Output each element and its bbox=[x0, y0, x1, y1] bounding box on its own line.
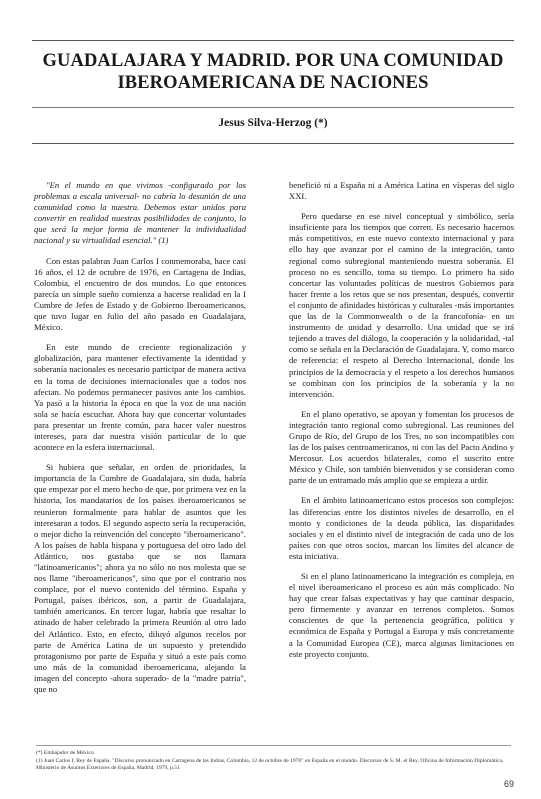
article-title: GUADALAJARA Y MADRID. POR UNA COMUNIDAD IBEROAMERICANA DE NACIONES bbox=[42, 51, 504, 93]
paragraph: Si hubiera que señalar, en orden de prioridades, la importancia de la Cumbre de Guadalajara, sin duda, habría que empezar por el mero hecho de que, por primera vez en la historia, los mandatarios de los países iberoamericanos se reunieron formalmente para hablar de asuntos que les interesaran a todos. El segundo aspecto sería la recuperación, o mejor dicho la reinvención del concepto "iberoamericano". A los países de habla hispana y portuguesa del otro lado del Atlántico, nos gustaba que se nos llamara "latinoamericanos"; ahora ya no sólo no nos molesta que se nos llame "iberoamericanos", sino que por el contrario nos complace, por el nuevo contenido del término. España y Portugal, países ibéricos, son, a partir de Guadalajara, también americanos. En tercer lugar, habría que resaltar lo atinado de haber celebrado la primera Reunión al otro lado del Atlántico. Esto, en efecto, diluyó algunos recelos por parte de América Latina de un supuesto y pretendido protagonismo por parte de España y situó a este país como uno más de la comunidad iberoamericana, alejando la imagen del concepto -ahora superado- de la "madre patria", que no bbox=[34, 462, 246, 695]
footnote-rule bbox=[36, 745, 511, 746]
left-column bbox=[34, 180, 246, 704]
footnotes bbox=[36, 750, 511, 773]
paragraph: En este mundo de creciente regionalización y globalización, para mantener efectivamente la identidad y soberanía nacionales es necesario participar de manera activa en la toma de decisiones internacionales que a todos nos afectan. No podemos permanecer pasivos ante los cambios. Ya pasó a la historia la época en que la voz de una nación sola se hacía escuchar. Ahora hay que concertar voluntades para presentar un frente común, para hacer valer nuestros intereses, para dar nuestra visión particular de lo que acontece en la esfera internacional. bbox=[34, 342, 246, 453]
top-rule bbox=[32, 40, 514, 41]
page-number: 69 bbox=[503, 779, 514, 789]
footnote: (1) Juan Carlos I, Rey de España. "Discurso pronunciado en Cartagena de las Indias, Colombia, 12 de octubre de 1976" en España en el mundo. Discursos de S. M. el Rey, Oficina de Información Diplomática, Ministerio de Asuntos Exteriores de España, Madrid, 1979, p.51 bbox=[36, 757, 504, 772]
paragraph: Con estas palabras Juan Carlos I conmemoraba, hace casi 16 años, el 12 de octubre de 1976, en Cartagena de Indias, Colombia, el encuentro de dos mundos. Lo que entonces parecía un simple sueño comienza a hacerse realidad en la I Cumbre de Jefes de Estado y de Gobierno Iberoamericanos, que tuvo lugar en Julio del año pasado en Guadalajara, México. bbox=[34, 255, 246, 333]
paragraph: En el plano operativo, se apoyan y fomentan los procesos de integración tanto regional como subregional. Las reuniones del Grupo de Río, del Grupo de los Tres, no son incompatibles con las de los países centroamericanos, ni con las del Pacto Andino y Mercosur. Los acuerdos bilaterales, como el suscrito entre México y Chile, son también bienvenidos y se consideran como parte de un entramado más amplio que se empieza a urdir. bbox=[289, 408, 514, 486]
paragraph: Si en el plano latinoamericano la integración es compleja, en el nivel iberoamericano el proceso es aún más complicado. No hay que crear falsas expectativas y hay que caminar despacio, pero firmemente y avanzar en terrenos completos. Somos conscientes de que la pertenencia geográfica, política y económica de España y Portugal a Europa y más concretamente a la Comunidad Europea (CE), marca algunas limitaciones en este proyecto conjunto. bbox=[289, 571, 514, 659]
opening-quote: "En el mundo en que vivimos -configurado por los problemas a escala universal- no cabría lo desunión de una comunidad como la nuestra. Debemos estar unidos para convertir en realidad nuestras posibilidades de conjunto, lo que será la mejor forma de mantener la individualidad nacional y su virtualidad esencial." (1) bbox=[34, 180, 246, 246]
title-rule bbox=[32, 107, 514, 108]
footnote: (*) Embajador de México. bbox=[36, 750, 96, 756]
paragraph: benefició ni a España ni a América Latina en vísperas del siglo XXI. bbox=[289, 180, 514, 202]
byline-rule bbox=[32, 143, 514, 144]
right-column bbox=[289, 180, 514, 669]
paragraph: Pero quedarse en ese nivel conceptual y simbólico, sería insuficiente para los tiempos que corren. Es necesario hacernos más competitivos, en este nuevo contexto internacional y para ello hay que avanzar por el camino de la integración, tanto regional como subregional manteniendo nuestra soberanía. El proceso no es sencillo, toma su tiempo. Lo primero ha sido concertar las voluntades políticas de nuestros Gobiernos para hacer frente a los retos que se nos presentan, después, convertir el conjunto de afinidades históricas y culturales -más importantes que las de la Commonwealth o de la francofonía- en un instrumento de unidad y desarrollo. Una unidad que se irá tejiendo a traves del diálogo, la cooperación y la solidaridad, -tal como se señala en la Declaración de Guadalajara. Y, como marco de referencia: el respeto al Derecho Internacional, donde los principios de la democracia y el respeto a los derechos humanos se combinan con los principios de la soberanía y la no intervención. bbox=[289, 211, 514, 399]
paragraph: En el ámbito latinoamericano estos procesos son complejos: las diferencias entre los distintos niveles de desarrollo, en el monto y condiciones de la deuda pública, las disparidades sociales y en el distinto nivel de integración de cada uno de los países con que otros socios, marcan los límites del alcance de esta iniciativa. bbox=[289, 495, 514, 561]
author-byline: Jesus Silva-Herzog (*) bbox=[218, 117, 328, 129]
